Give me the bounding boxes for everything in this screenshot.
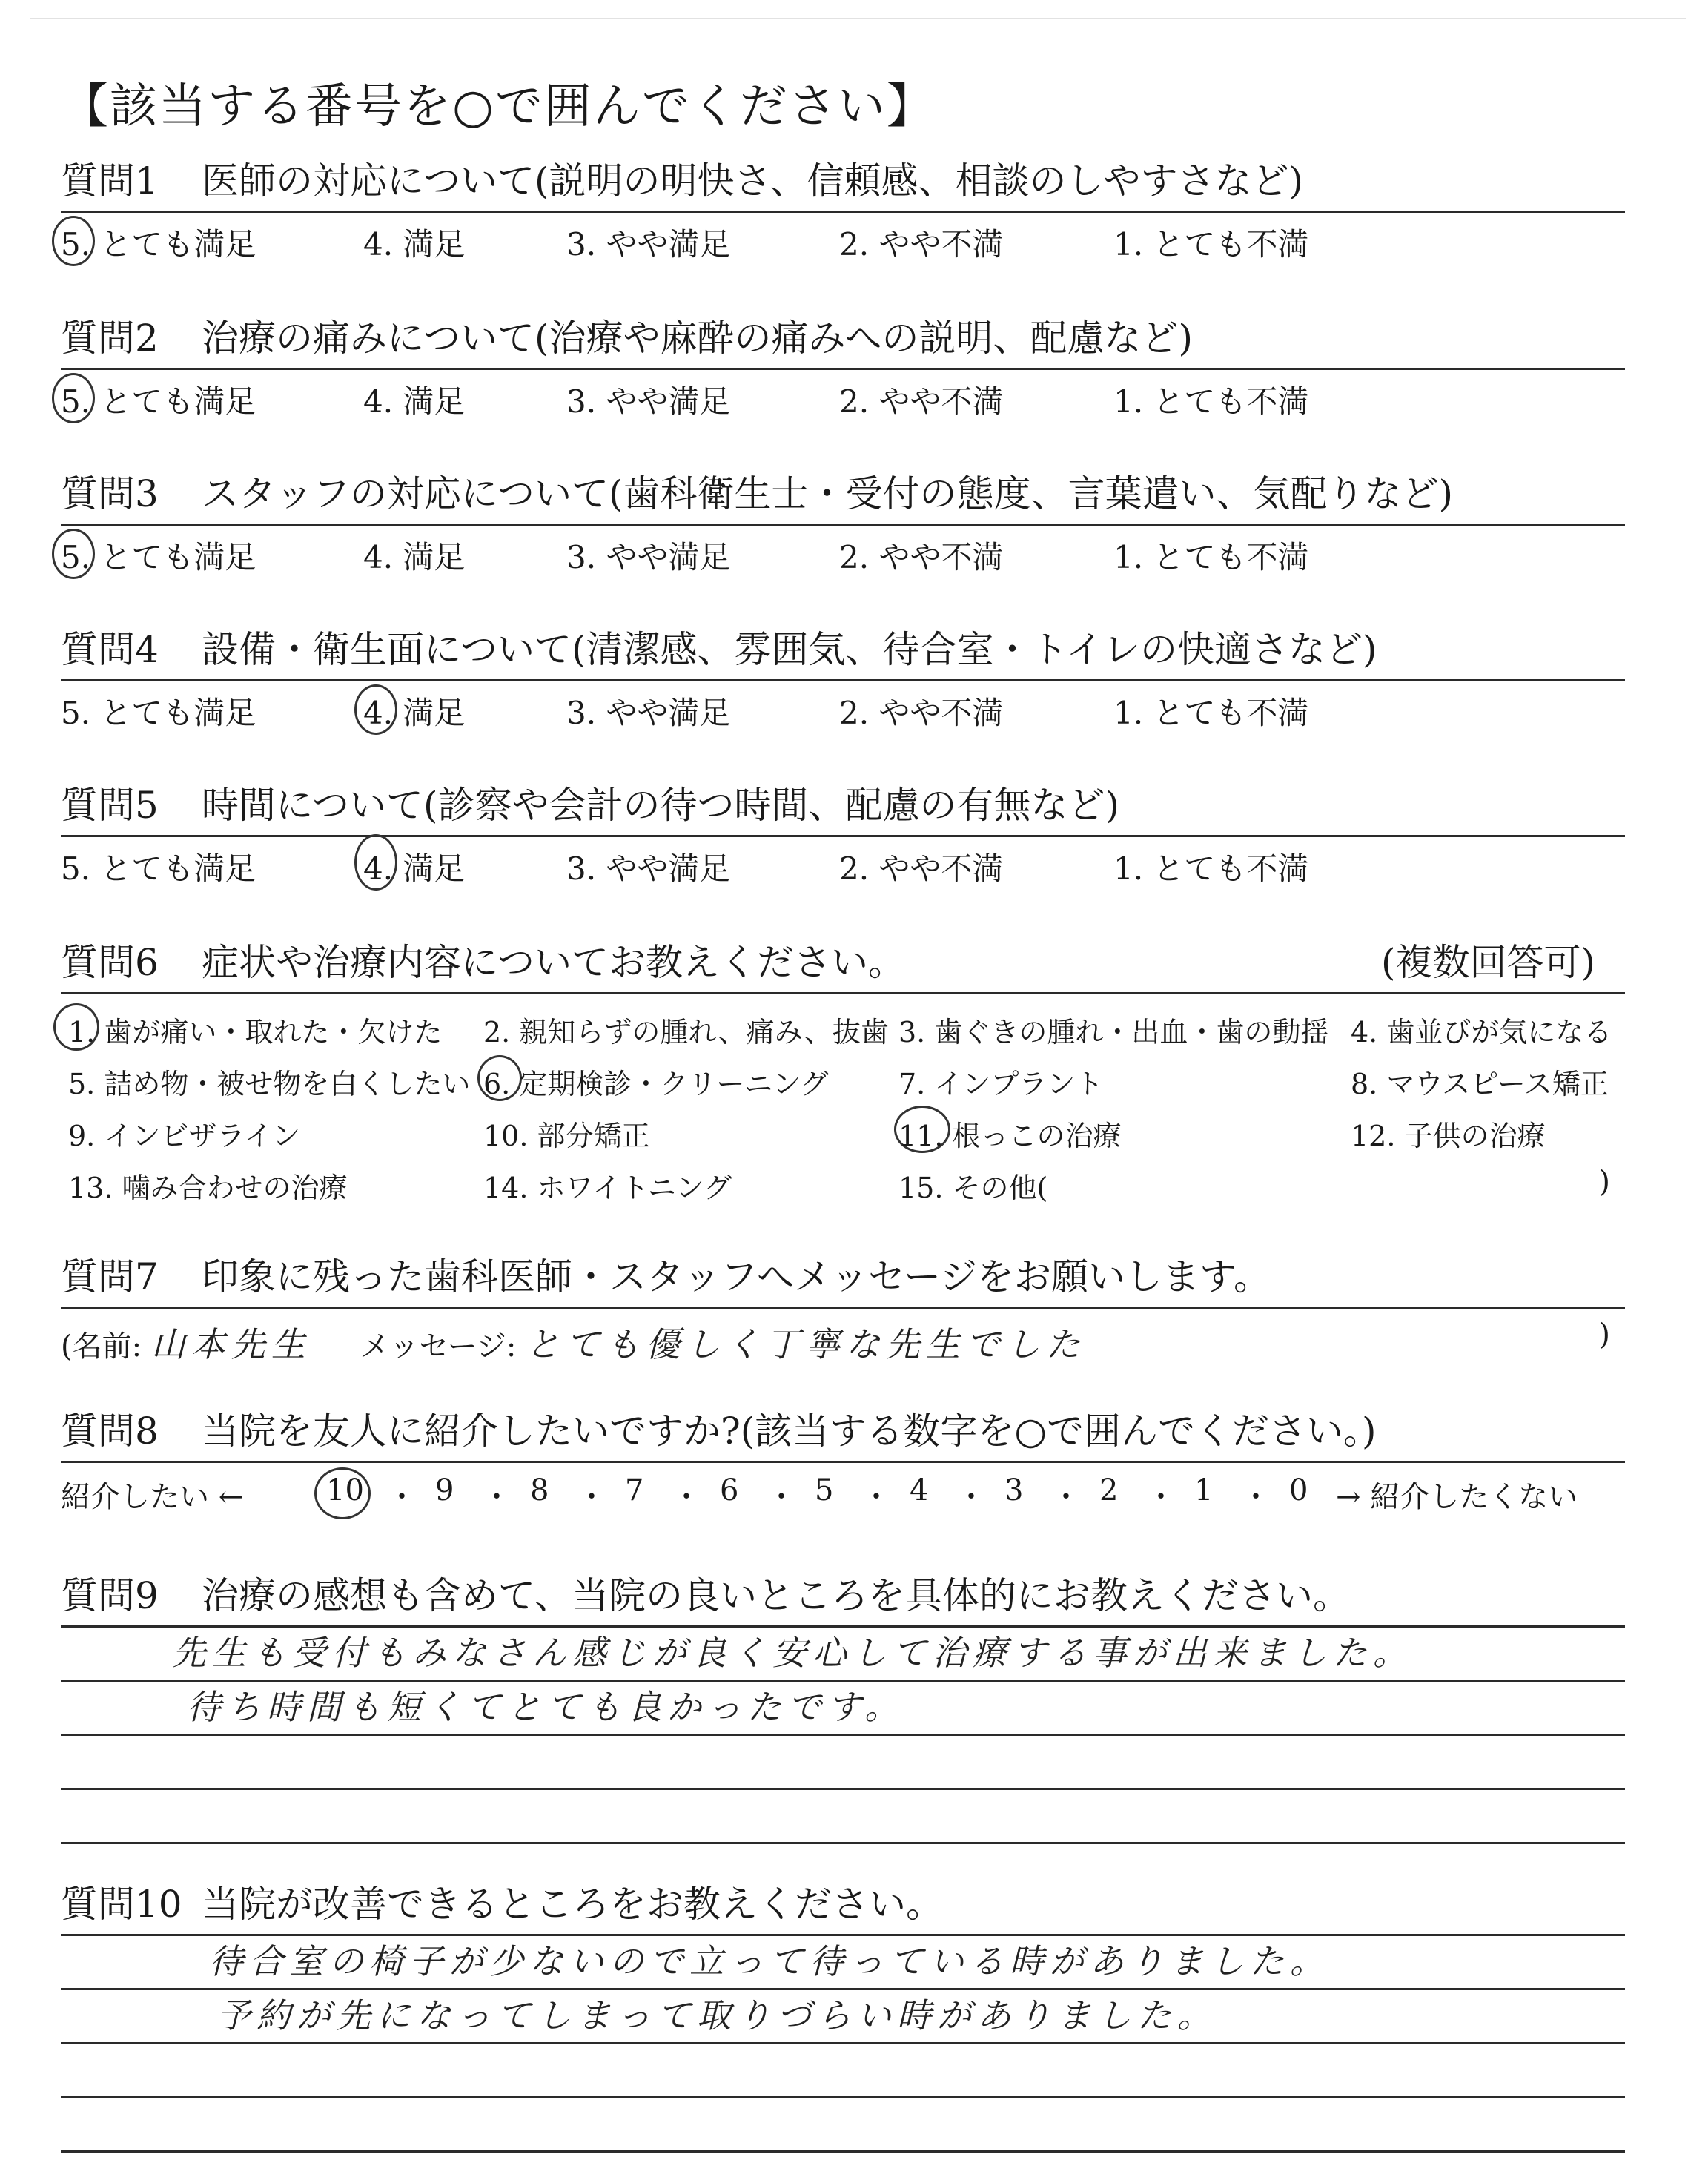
answer-line[interactable] — [61, 1682, 1625, 1736]
answer-line[interactable] — [61, 2098, 1625, 2153]
option-4[interactable]: 4. 満足 — [363, 383, 466, 420]
name-label: (名前: — [61, 1330, 142, 1364]
symptom-option-13[interactable]: 13. 噛み合わせの治療 — [68, 1172, 348, 1204]
scale-8[interactable]: 8 — [530, 1473, 549, 1507]
question-text: 医師の対応について(説明の明快さ、信頼感、相談のしやすさなど) — [202, 159, 1304, 202]
option-1[interactable]: 1. とても不満 — [1113, 226, 1309, 262]
question-rule — [61, 368, 1625, 370]
scale-10[interactable]: 10 — [326, 1473, 364, 1507]
question-text: 治療の痛みについて(治療や麻酔の痛みへの説明、配慮など) — [202, 317, 1194, 360]
symptom-option-3[interactable]: 3. 歯ぐきの腫れ・出血・歯の動揺 — [898, 1016, 1329, 1048]
question-rule — [61, 992, 1625, 994]
symptom-option-12[interactable]: 12. 子供の治療 — [1351, 1120, 1546, 1152]
symptom-option-7[interactable]: 7. インプラント — [898, 1068, 1104, 1100]
option-2[interactable]: 2. やや不満 — [839, 226, 1004, 262]
question-6 — [61, 939, 1625, 1224]
question-number: 質問7 — [61, 1255, 159, 1298]
question-7 — [61, 1253, 1625, 1365]
option-3[interactable]: 3. やや満足 — [566, 226, 731, 262]
question-text: 治療の感想も含めて、当院の良いところを具体的にお教えください。 — [202, 1574, 1350, 1617]
message-handwritten[interactable]: とても優しく丁寧な先生でした — [526, 1324, 1087, 1364]
question-number: 質問5 — [61, 784, 159, 827]
scale-right-label: → 紹介したくない — [1336, 1480, 1578, 1514]
question-number: 質問8 — [61, 1410, 159, 1453]
option-3[interactable]: 3. やや満足 — [566, 695, 731, 731]
question-text: 当院を友人に紹介したいですか?(該当する数字を○で囲んでください。) — [202, 1410, 1377, 1453]
answer-options — [61, 377, 1625, 422]
page-top-edge — [30, 18, 1686, 19]
option-4[interactable]: 4. 満足 — [363, 695, 466, 731]
question-rule — [61, 1307, 1625, 1309]
symptom-option-8[interactable]: 8. マウスピース矯正 — [1351, 1068, 1609, 1100]
option-5[interactable]: 5. とても満足 — [61, 851, 256, 887]
option-2[interactable]: 2. やや不満 — [839, 695, 1004, 731]
option-2[interactable]: 2. やや不満 — [839, 539, 1004, 575]
scale-2[interactable]: 2 — [1099, 1473, 1119, 1507]
message-row — [61, 1318, 1625, 1365]
scale-left-label: 紹介したい ← — [61, 1480, 244, 1514]
symptom-option-10[interactable]: 10. 部分矯正 — [483, 1120, 650, 1152]
name-handwritten[interactable]: 山本先生 — [150, 1324, 311, 1364]
symptom-option-15[interactable]: 15. その他( — [898, 1172, 1048, 1204]
answer-lines — [61, 1628, 1625, 1844]
handwritten-answer: 待合室の椅子が少ないので立って待っている時がありました。 — [209, 1941, 1330, 1981]
option-4[interactable]: 4. 満足 — [363, 539, 466, 575]
form-header: 【該当する番号を○で囲んでください】 — [61, 79, 936, 134]
answer-options — [61, 220, 1625, 265]
question-number: 質問9 — [61, 1574, 159, 1617]
question-text: 設備・衛生面について(清潔感、雰囲気、待合室・トイレの快適さなど) — [202, 628, 1377, 671]
symptom-options — [61, 1002, 1625, 1224]
recommend-scale: 紹介したい ← 10 ・ 9 ・ 8 ・ 7 ・ 6 ・ 5 ・ 4 ・ 3 ・ 2 ・ 1 ・ 0 → 紹介したくない — [61, 1473, 1625, 1518]
question-text: スタッフの対応について(歯科衛生士・受付の態度、言葉遣い、気配りなど) — [202, 472, 1454, 515]
option-2[interactable]: 2. やや不満 — [839, 383, 1004, 420]
option-3[interactable]: 3. やや満足 — [566, 851, 731, 887]
question-9 — [61, 1572, 1625, 1844]
option-3[interactable]: 3. やや満足 — [566, 383, 731, 420]
option-4[interactable]: 4. 満足 — [363, 226, 466, 262]
question-number: 質問3 — [61, 472, 159, 515]
question-text: 症状や治療内容についてお教えください。 — [202, 941, 905, 984]
handwritten-answer: 予約が先になってしまって取りづらい時がありました。 — [216, 1995, 1217, 2035]
question-text: 当院が改善できるところをお教えください。 — [202, 1883, 943, 1926]
option-3[interactable]: 3. やや満足 — [566, 539, 731, 575]
question-1 — [61, 157, 1625, 265]
closing-paren: ) — [1598, 1318, 1610, 1352]
question-10 — [61, 1880, 1625, 2153]
handwritten-answer: 先生も受付もみなさん感じが良く安心して治療する事が出来ました。 — [172, 1633, 1413, 1673]
scale-4[interactable]: 4 — [910, 1473, 929, 1507]
option-4[interactable]: 4. 満足 — [363, 851, 466, 887]
handwritten-answer: 待ち時間も短くてとても良かったです。 — [187, 1687, 905, 1727]
question-number: 質問10 — [61, 1883, 182, 1926]
multiple-answers-note: (複数回答可) — [1380, 941, 1595, 984]
option-5[interactable]: 5. とても満足 — [61, 383, 256, 420]
question-rule — [61, 524, 1625, 526]
question-rule — [61, 835, 1625, 837]
question-number: 質問2 — [61, 317, 159, 360]
option-5[interactable]: 5. とても満足 — [61, 226, 256, 262]
answer-line[interactable] — [61, 1936, 1625, 1990]
symptom-option-5[interactable]: 5. 詰め物・被せ物を白くしたい — [68, 1068, 471, 1100]
closing-paren: ) — [1598, 1165, 1610, 1199]
symptom-option-11[interactable]: 11. 根っこの治療 — [898, 1120, 1122, 1152]
answer-line[interactable] — [61, 1790, 1625, 1844]
option-1[interactable]: 1. とても不満 — [1113, 695, 1309, 731]
answer-options — [61, 533, 1625, 578]
question-3 — [61, 470, 1625, 578]
symptom-option-14[interactable]: 14. ホワイトニング — [483, 1172, 732, 1204]
symptom-option-2[interactable]: 2. 親知らずの腫れ、痛み、抜歯 — [483, 1016, 889, 1048]
question-4 — [61, 626, 1625, 733]
answer-line[interactable] — [61, 1736, 1625, 1790]
option-1[interactable]: 1. とても不満 — [1113, 851, 1309, 887]
question-number: 質問4 — [61, 628, 159, 671]
question-8 — [61, 1407, 1625, 1518]
question-number: 質問6 — [61, 941, 159, 984]
symptom-option-6[interactable]: 6. 定期検診・クリーニング — [483, 1068, 829, 1100]
question-rule — [61, 1461, 1625, 1463]
option-2[interactable]: 2. やや不満 — [839, 851, 1004, 887]
answer-line[interactable] — [61, 2044, 1625, 2098]
question-text: 時間について(診察や会計の待つ時間、配慮の有無など) — [202, 784, 1120, 827]
scale-7[interactable]: 7 — [625, 1473, 644, 1507]
option-5[interactable]: 5. とても満足 — [61, 695, 256, 731]
question-rule — [61, 211, 1625, 213]
scale-6[interactable]: 6 — [720, 1473, 739, 1507]
scale-9[interactable]: 9 — [435, 1473, 454, 1507]
answer-lines — [61, 1936, 1625, 2153]
answer-options — [61, 845, 1625, 889]
question-text: 印象に残った歯科医師・スタッフへメッセージをお願いします。 — [202, 1255, 1271, 1298]
option-1[interactable]: 1. とても不満 — [1113, 383, 1309, 420]
answer-line[interactable] — [61, 1628, 1625, 1682]
option-1[interactable]: 1. とても不満 — [1113, 539, 1309, 575]
answer-line[interactable] — [61, 1990, 1625, 2044]
option-5[interactable]: 5. とても満足 — [61, 539, 256, 575]
scale-5[interactable]: 5 — [815, 1473, 834, 1507]
scale-1[interactable]: 1 — [1194, 1473, 1214, 1507]
message-label: メッセージ: — [360, 1330, 517, 1364]
symptom-option-9[interactable]: 9. インビザライン — [68, 1120, 301, 1152]
question-number: 質問1 — [61, 159, 159, 202]
question-5 — [61, 782, 1625, 889]
scale-3[interactable]: 3 — [1004, 1473, 1024, 1507]
symptom-option-4[interactable]: 4. 歯並びが気になる — [1351, 1016, 1612, 1048]
answer-options — [61, 689, 1625, 733]
scale-0[interactable]: 0 — [1289, 1473, 1308, 1507]
question-rule — [61, 679, 1625, 681]
symptom-option-1[interactable]: 1. 歯が痛い・取れた・欠けた — [68, 1016, 443, 1048]
question-2 — [61, 314, 1625, 422]
